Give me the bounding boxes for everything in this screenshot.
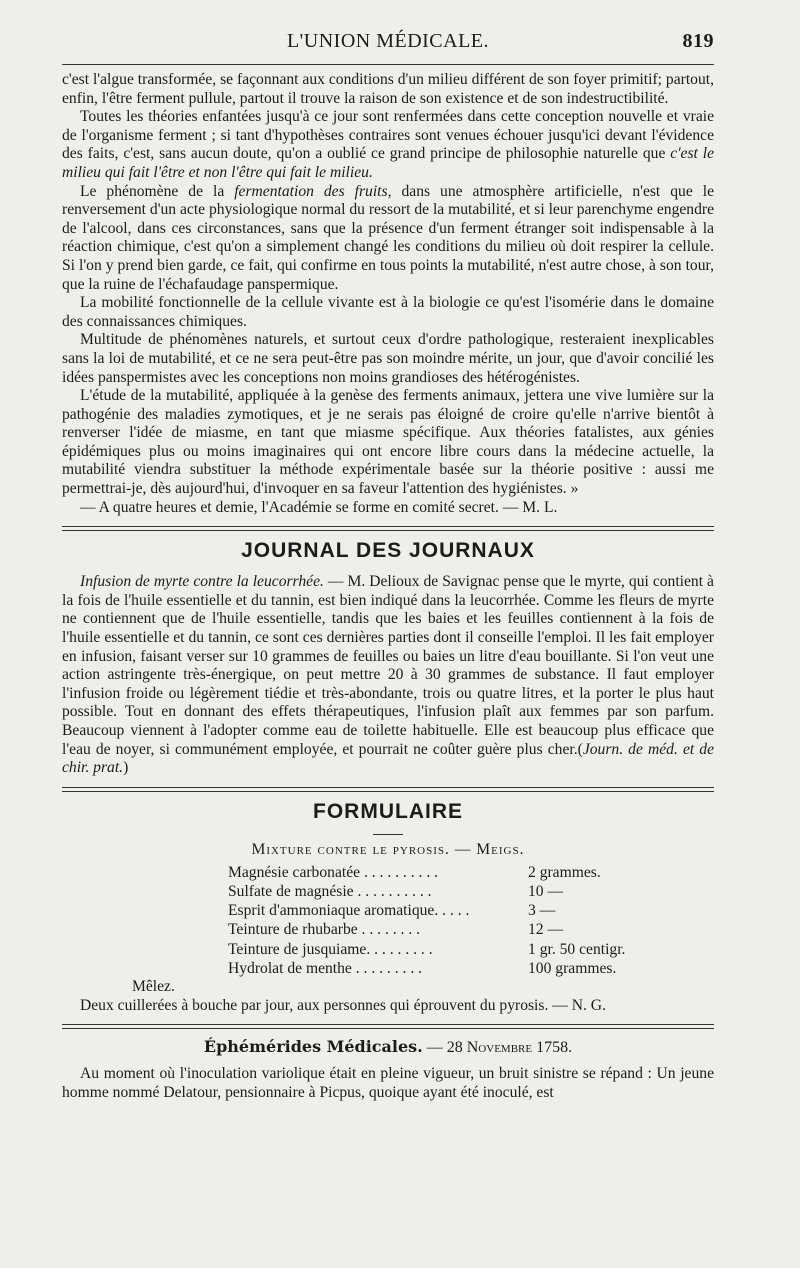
paragraph-4: La mobilité fonctionnelle de la cellule vivante est à la biologie ce qu'est l'isomérie dans le domaine des connaissances chimiques. [62, 294, 714, 330]
ingredient-row [228, 940, 714, 959]
paragraph-3-end: dans une atmosphère artificielle, n'est que le renversement d'un acte physiologique normal du ressort de la mutabilité, et si leur parenchyme engendre de l'alcool, dans ces circonstances, sans que la présence d'un ferment étranger soit indispensable à la réaction chimique, c'est qu'on a simplement changé les conditions du milieu où doit respirer la cellule. Si l'on y prend bien garde, ce fait, qui confirme en tous points la mutabilité, n'est autre chose, à son tour, que la ruine de l'échafaudage panspermique. [62, 182, 714, 293]
ingredient-quantity: 3 — [528, 902, 556, 920]
ingredient-row [228, 882, 714, 901]
source-open-paren: ( [577, 740, 583, 758]
ephemerides-date: — 28 Novembre 1758. [422, 1039, 573, 1057]
paragraph-6: L'étude de la mutabilité, appliquée à la genèse des ferments animaux, jettera une vive lumière sur la pathogénie des maladies zymotiques, et je ne serais pas éloigné de croire qu'elle n'arrive bientôt à renverser l'idée de miasme, en tant que miasme spécifique. Aux théories fatalistes, aux génies épidémiques plus ou moins imaginaires qui ont encore libre cours dans la médecine actuelle, la mutabilité viendra substituer la méthode expérimentale basée sur la théorie positive : aussi me permettrai-je, dès aujourd'hui, d'invoquer en sa faveur l'attention des hygiénistes. » [62, 387, 714, 498]
ingredient-quantity: 100 grammes. [528, 959, 617, 977]
journal-article-title: Infusion de myrte contre la leucorrhée. [80, 573, 324, 591]
ingredient-quantity: 2 grammes. [528, 863, 601, 881]
recipe-title: Mixture contre le pyrosis. — Meigs. [251, 840, 525, 858]
running-title: L'UNION MÉDICALE. [286, 30, 490, 52]
journal-article-text: — M. Delioux de Savignac pense que le myrte, qui contient à la fois de l'huile essentielle et du tannin, est bien indiqué dans la leucorrhée. Comme les fleurs de myrte ne contiennent que de l'huile essentielle, tandis que les baies et les feuilles contiennent à la fois de l'huile essentielle et du tannin, ce sont ces dernières parties dont il conseille l'emploi. Il les fait employer en infusion, faisant verser sur 10 grammes de feuilles ou baies un litre d'eau bouillante. Si l'on veut une action astringente très-énergique, on peut mettre 20 à 30 grammes de substance. Il faut employer l'infusion froide ou légèrement tiédie et très-abondante, trois ou quatre litres, et la porter le plus haut possible. Tout en donnant des effets thérapeutiques, l'infusion plaît aux femmes par son parfum. Beaucoup viennent à l'adopter comme eau de toilette habituelle. Elle est beaucoup plus efficace que l'eau de noyer, si communément employée, et pourrait ne coûter guère plus cher. [62, 573, 714, 758]
ingredient-row [228, 901, 714, 920]
journal-source: Journ. de méd. et de chir. prat. [62, 740, 714, 777]
ingredient-name: Hydrolat de menthe . . . . . . . . . [228, 959, 423, 977]
ingredient-quantity: 10 — [528, 882, 564, 900]
ingredient-name: Teinture de jusquiame. . . . . . . . . [228, 940, 433, 958]
paragraph-1: c'est l'algue transformée, se façonnant aux conditions d'un milieu différent de son foyer primitif; partout, enfin, l'être ferment pullule, partout il trouve la raison de son existence et de son indestructibilité. [62, 71, 714, 107]
section-divider [62, 1024, 714, 1029]
ingredient-row [228, 920, 714, 939]
source-close-paren: ) [123, 759, 129, 777]
paragraph-2 [62, 108, 714, 182]
paragraph-5: Multitude de phénomènes naturels, et surtout ceux d'ordre pathologique, resteraient inexplicables sans la loi de mutabilité, et ce ne sera peut-être pas son moindre mérite, un jour, que d'avoir concilié les idées panspermistes avec les conceptions non moins grandioses des hétérogénistes. [62, 331, 714, 386]
section-divider [62, 787, 714, 792]
journal-article [62, 573, 714, 778]
paragraph-3-italic: fermentation des fruits, [234, 182, 392, 200]
ingredient-row [228, 863, 714, 882]
ingredient-list [228, 863, 714, 978]
ingredient-name: Teinture de rhubarbe . . . . . . . . [228, 921, 421, 939]
ephemerides-text: Au moment où l'inoculation variolique était en pleine vigueur, un bruit sinistre se répand : Un jeune homme nommé Delatour, pensionnaire à Picpus, quoique ayant été inoculé, est [62, 1065, 714, 1101]
journal-section-title: JOURNAL DES JOURNAUX [241, 539, 535, 563]
ingredient-row [228, 959, 714, 978]
short-divider [373, 834, 403, 835]
dosage-instructions: Deux cuillerées à bouche par jour, aux personnes qui éprouvent du pyrosis. — N. G. [80, 996, 606, 1014]
ingredient-name: Magnésie carbonatée . . . . . . . . . . [228, 863, 439, 881]
ingredient-name: Sulfate de magnésie . . . . . . . . . . [228, 882, 432, 900]
paragraph-7: — A quatre heures et demie, l'Académie se forme en comité secret. — M. L. [80, 498, 558, 516]
ephemerides-heading: Éphémérides Médicales. [203, 1037, 423, 1057]
paragraph-3-start: Le phénomène de la [80, 182, 235, 200]
section-divider [62, 526, 714, 531]
paragraph-3 [62, 183, 714, 295]
ephemerides-title [62, 1037, 714, 1057]
running-header [62, 30, 714, 58]
ingredient-quantity: 1 gr. 50 centigr. [528, 940, 626, 958]
formulaire-section-title: FORMULAIRE [313, 799, 463, 823]
paragraph-2-italic: c'est le milieu qui fait l'être et non l'être qui fait le milieu. [62, 145, 715, 181]
page-number: 819 [682, 30, 714, 52]
paragraph-2-text: Toutes les théories enfantées jusqu'à ce jour sont renfermées dans cette conception nouvelle et vraie de l'organisme ferment ; si tant d'hypothèses contraires sont venues échouer jusqu'ici devant l'évidence des faits, c'est, sans aucun doute, qu'on a oublié ce grand principe de philosophie naturelle que [62, 108, 714, 163]
header-rule [62, 64, 714, 65]
mix-instruction: Mêlez. [132, 978, 175, 995]
ingredient-quantity: 12 — [528, 921, 564, 939]
ingredient-name: Esprit d'ammoniaque aromatique. . . . . [228, 902, 470, 920]
